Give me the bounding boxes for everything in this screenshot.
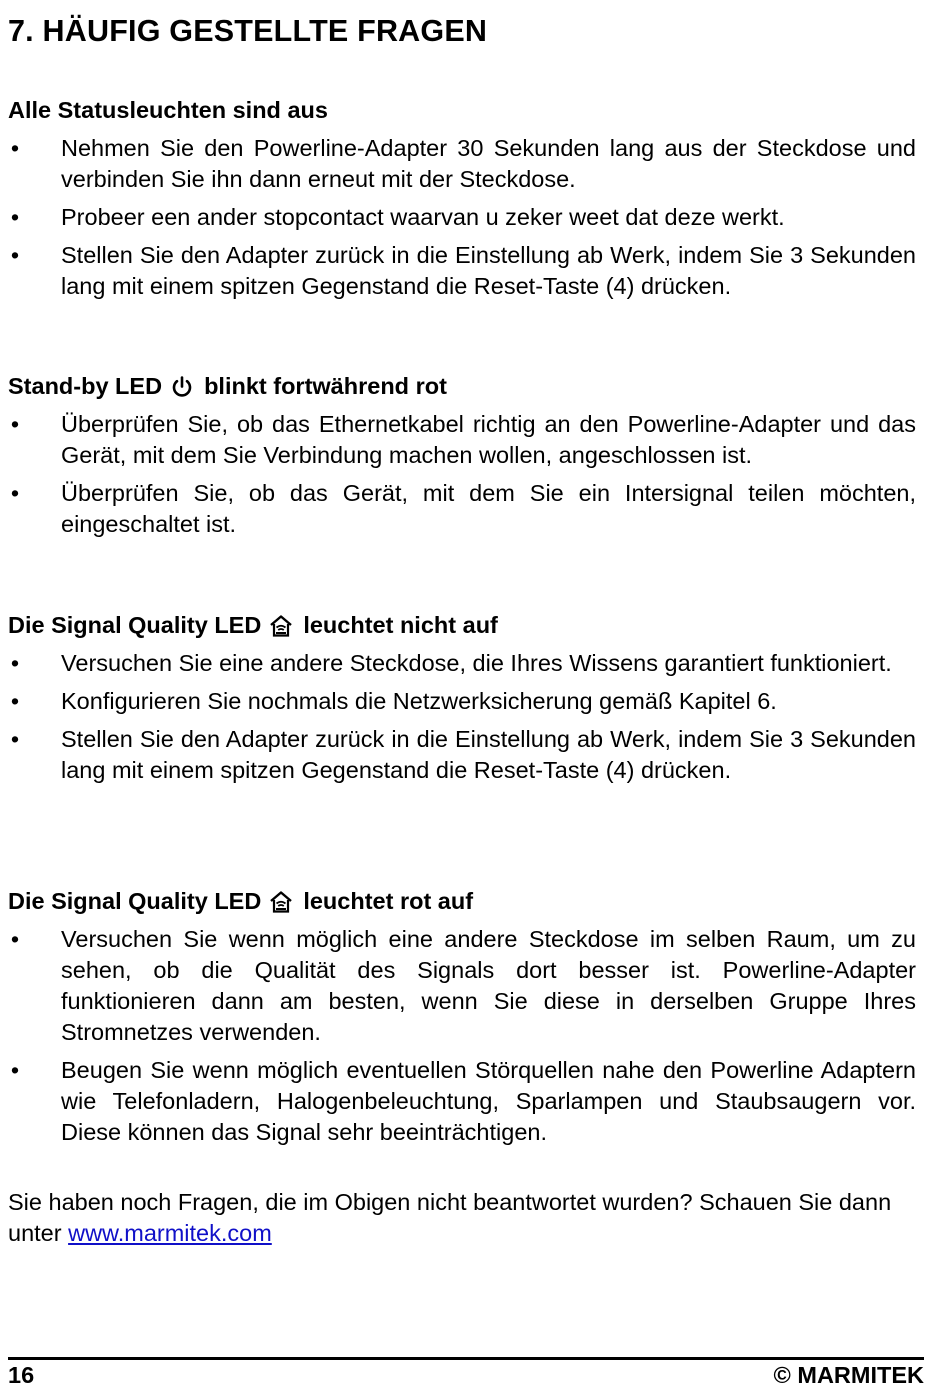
footer-divider — [8, 1357, 924, 1360]
list-item: • Versuchen Sie wenn möglich eine andere Steckdose im selben Raum, um zu sehen, ob die Qualität des Signals dort besser ist. Powerline-Adapter funktionieren dann am besten, wenn Sie diese in derselben Gruppe Ihres Stromnetzes verwenden. — [10, 926, 916, 1045]
bullet-icon: • — [10, 135, 20, 161]
bullet-list — [8, 409, 916, 540]
section-title: Die Signal Quality LED leuchtet nicht auf — [8, 612, 498, 638]
list-item: • Stellen Sie den Adapter zurück in die Einstellung ab Werk, indem Sie 3 Sekunden lang mit einem spitzen Gegenstand die Reset-Taste (4) drücken. — [10, 242, 916, 299]
section-title: Stand-by LED blinkt fortwährend rot — [8, 373, 447, 399]
bullet-icon: • — [10, 1057, 20, 1083]
bullet-icon: • — [10, 726, 20, 752]
faq-section-signal-led-red — [8, 886, 916, 1148]
closing-paragraph: Sie haben noch Fragen, die im Obigen nicht beantwortet wurden? Schauen Sie dann unter www.marmitek.com — [8, 1189, 892, 1246]
footer-brand: © MARMITEK — [773, 1362, 924, 1388]
list-item: • Überprüfen Sie, ob das Ethernetkabel richtig an den Powerline-Adapter und das Gerät, mit dem Sie Verbindung machen wollen, angeschlossen ist. — [10, 411, 916, 468]
section-title: Alle Statusleuchten sind aus — [8, 97, 328, 123]
page-title: 7. HÄUFIG GESTELLTE FRAGEN — [8, 14, 488, 48]
bullet-list — [8, 924, 916, 1148]
section-title: Die Signal Quality LED leuchtet rot auf — [8, 888, 474, 914]
list-item: • Probeer een ander stopcontact waarvan u zeker weet dat deze werkt. — [8, 202, 916, 233]
power-icon — [170, 375, 194, 399]
house-signal-icon — [269, 614, 293, 638]
bullet-icon: • — [10, 650, 20, 676]
bullet-list — [8, 133, 916, 302]
bullet-icon: • — [10, 411, 20, 437]
list-item: • Beugen Sie wenn möglich eventuellen Störquellen nahe den Powerline Adaptern wie Telefonladern, Halogenbeleuchtung, Sparlampen und Staubsaugern vor. Diese können das Signal sehr beeinträchtigen. — [10, 1057, 916, 1145]
faq-section-standby-led — [8, 371, 916, 540]
list-item: • Konfigurieren Sie nochmals die Netzwerksicherung gemäß Kapitel 6. — [8, 686, 916, 717]
list-item: • Stellen Sie den Adapter zurück in die Einstellung ab Werk, indem Sie 3 Sekunden lang mit einem spitzen Gegenstand die Reset-Taste (4) drücken. — [10, 726, 916, 783]
house-signal-icon — [269, 890, 293, 914]
bullet-icon: • — [10, 204, 20, 230]
list-item: • Versuchen Sie eine andere Steckdose, die Ihres Wissens garantiert funktioniert. — [8, 648, 916, 679]
faq-section-all-leds-off — [8, 95, 916, 302]
list-item: • Überprüfen Sie, ob das Gerät, mit dem Sie ein Intersignal teilen möchten, eingeschaltet ist. — [10, 480, 916, 537]
bullet-icon: • — [10, 926, 20, 952]
page-number: 16 — [8, 1362, 35, 1388]
marmitek-website-link[interactable]: www.marmitek.com — [68, 1220, 272, 1246]
list-item: • Nehmen Sie den Powerline-Adapter 30 Sekunden lang aus der Steckdose und verbinden Sie ihn dann erneut mit der Steckdose. — [10, 135, 916, 192]
bullet-icon: • — [10, 242, 20, 268]
bullet-list — [8, 648, 916, 786]
bullet-icon: • — [10, 688, 20, 714]
faq-section-signal-led-off — [8, 610, 916, 786]
bullet-icon: • — [10, 480, 20, 506]
